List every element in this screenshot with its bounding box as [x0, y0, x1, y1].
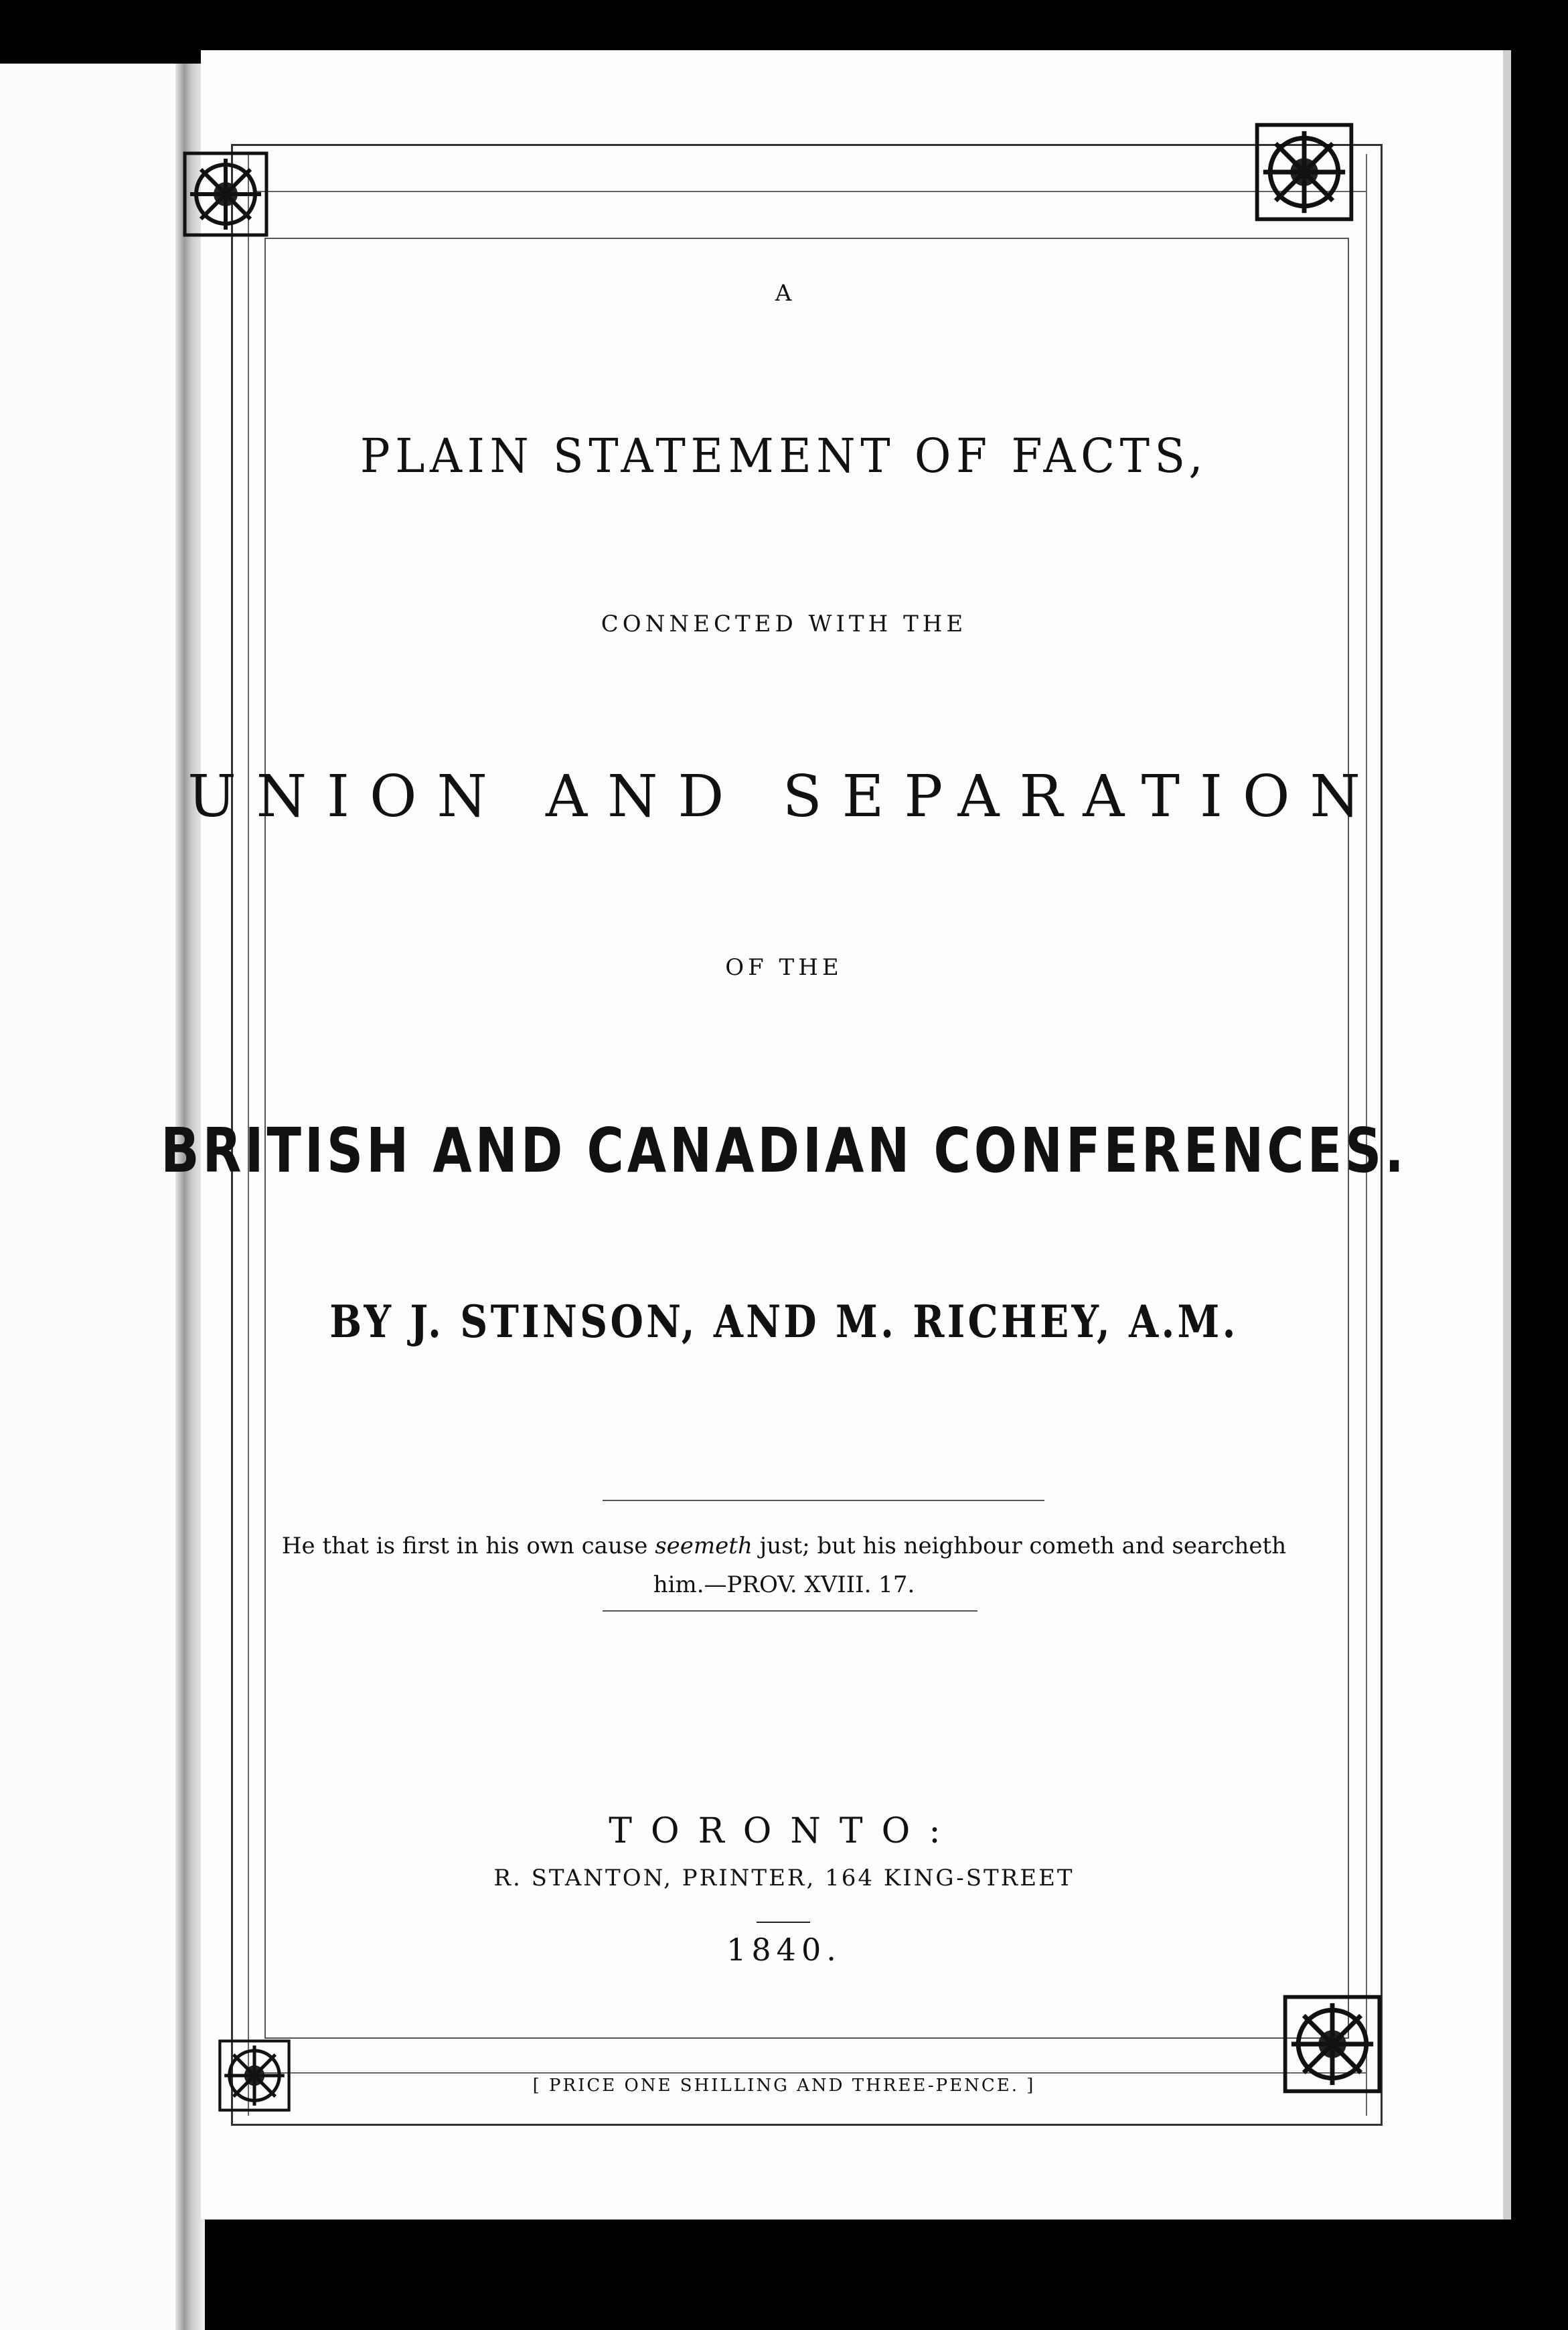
page-edge	[1503, 50, 1511, 2220]
imprint-rule	[757, 1922, 810, 1923]
left-facing-page	[0, 64, 194, 2330]
main-title: PLAIN STATEMENT OF FACTS,	[360, 429, 1208, 483]
bottom-double-rule	[254, 2072, 1366, 2074]
top-double-rule	[254, 191, 1366, 192]
epigraph	[0, 1527, 1568, 1604]
epigraph-text-b: just; but his neighbour cometh and searcheth	[759, 1533, 1287, 1559]
epigraph-text-a: He that is first in his own cause	[281, 1533, 648, 1559]
authors-line: BY J. STINSON, AND M. RICHEY, A.M.	[329, 1296, 1239, 1348]
of-the-line: OF THE	[725, 954, 843, 981]
epigraph-top-rule	[603, 1500, 1044, 1501]
conferences-line: BRITISH AND CANADIAN CONFERENCES.	[161, 1115, 1407, 1186]
epigraph-bottom-rule	[603, 1610, 977, 1612]
epigraph-line-1	[0, 1527, 1568, 1565]
title-article: A	[775, 280, 793, 307]
connected-with-line: CONNECTED WITH THE	[601, 611, 967, 637]
corner-ornament-top-right	[1254, 122, 1354, 222]
epigraph-emphasis: seemeth	[655, 1533, 753, 1559]
imprint-printer: R. STANTON, PRINTER, 164 KING-STREET	[493, 1865, 1075, 1891]
epigraph-line-2: him.—PROV. XVIII. 17.	[653, 1571, 915, 1598]
corner-ornament-top-left	[182, 151, 269, 238]
price-line: [ PRICE ONE SHILLING AND THREE-PENCE. ]	[532, 2076, 1036, 2096]
union-and-separation-line: UNION AND SEPARATION	[187, 763, 1381, 830]
imprint-place: TORONTO:	[609, 1811, 959, 1851]
imprint-year: 1840.	[726, 1932, 842, 1968]
